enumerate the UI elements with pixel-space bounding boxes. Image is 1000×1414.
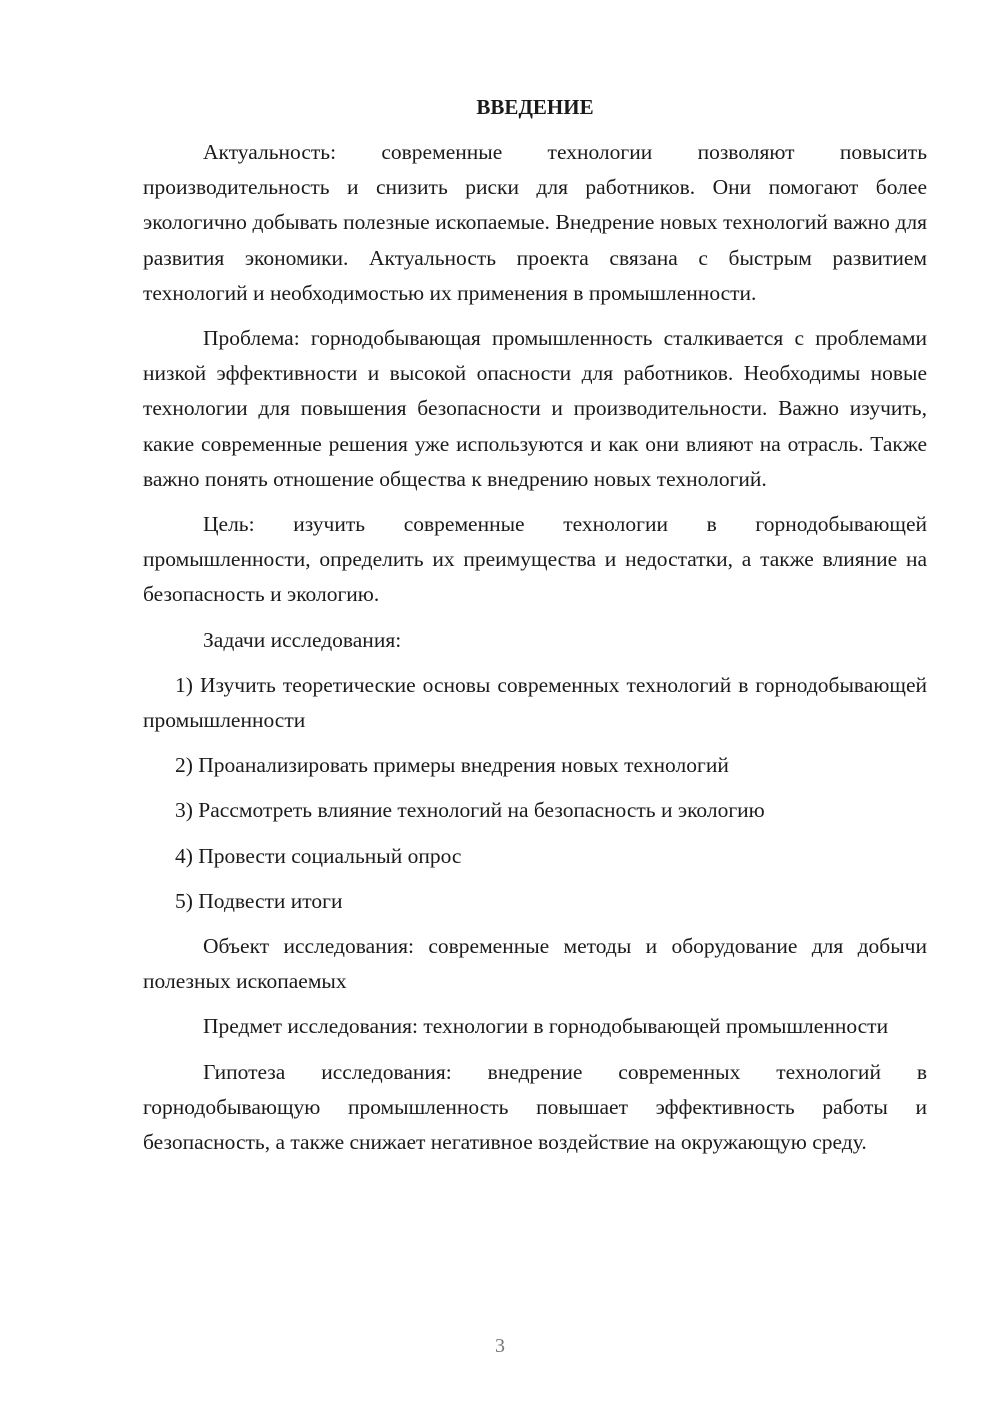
- paragraph-hypothesis: Гипотеза исследования: внедрение современных технологий в горнодобывающую промышленность повышает эффективность работы и безопасность, а также снижает негативное воздействие на окружающую среду.: [143, 1059, 927, 1155]
- task-item-5: 5) Подвести итоги: [175, 888, 343, 913]
- page-number: 3: [495, 1335, 505, 1357]
- task-item-3: 3) Рассмотреть влияние технологий на безопасность и экологию: [175, 798, 765, 823]
- paragraph-subject: Предмет исследования: технологии в горнодобывающей промышленности: [203, 1014, 889, 1039]
- tasks-heading: Задачи исследования:: [203, 627, 402, 652]
- document-page: [143, 90, 927, 1170]
- task-item-4: 4) Провести социальный опрос: [175, 843, 462, 868]
- paragraph-relevance: Актуальность: современные технологии позволяют повысить производительность и снизить риски для работников. Они помогают более экологично добывать полезные ископаемые. Внедрение новых технологий важно для развития экономики. Актуальность проекта связана с быстрым развитием технологий и необходимостью их применения в промышленности.: [143, 140, 927, 305]
- task-item-2: 2) Проанализировать примеры внедрения новых технологий: [175, 753, 729, 778]
- paragraph-object: Объект исследования: современные методы и оборудование для добычи полезных ископаемых: [143, 934, 927, 994]
- section-title: ВВЕДЕНИЕ: [476, 95, 594, 119]
- paragraph-problem: Проблема: горнодобывающая промышленность сталкивается с проблемами низкой эффективности и высокой опасности для работников. Необходимы новые технологии для повышения безопасности и производительности. Важно изучить, какие современные решения уже используются и как они влияют на отрасль. Также важно понять отношение общества к внедрению новых технологий.: [143, 326, 927, 491]
- paragraph-goal: Цель: изучить современные технологии в горнодобывающей промышленности, определить их преимущества и недостатки, а также влияние на безопасность и экологию.: [143, 512, 927, 607]
- task-item-1: 1) Изучить теоретические основы современных технологий в горнодобывающей промышленности: [143, 672, 927, 733]
